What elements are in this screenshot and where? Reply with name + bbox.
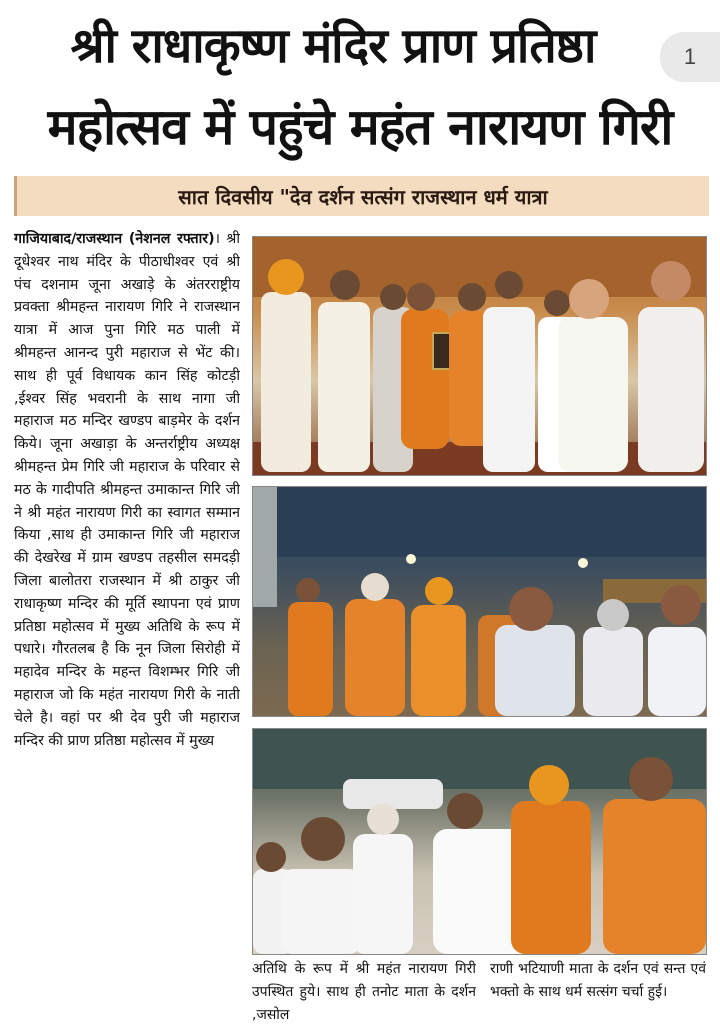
headline-line-2: महोत्सव में पहुंचे महंत नारायण गिरी [47,98,673,156]
turban [529,765,569,805]
head [651,261,691,301]
head [361,573,389,601]
person [558,317,628,472]
saffron-robe [401,309,449,449]
person [638,307,704,472]
head [380,284,406,310]
article-column-middle [252,958,476,1035]
person [353,834,413,954]
person [281,869,361,954]
head [661,585,701,625]
parked-car [343,779,443,809]
scaffold-tower [253,487,277,607]
person [261,292,311,472]
head [544,290,570,316]
head [597,599,629,631]
article-column-right [490,958,706,1035]
article-paragraph [14,228,240,752]
article-body-left: । श्री दूधेश्वर नाथ मंदिर के पीठाधीश्वर एवं श्री पंच दशनाम जूना अखाड़े के अंतरराष्ट्रीय प्रवक्ता श्रीमहन्त नारायण गिरि ने राजस्थान यात्रा में आज पुना गिरि मठ पाली में श्रीमहन्त आनन्द पुरी महाराज से भेंट की। साथ ही पूर्व विधायक कान सिंह कोटड़ी ,ईश्वर सिंह भवरानी के साथ नागा जी महाराज मठ मन्दिर खण्डप बाड़मेर के दर्शन किये। जूना अखाड़ा के अन्तर्राष्ट्रीय अध्यक्ष श्रीमहन्त प्रेम गिरि जी महाराज के परिवार से मठ के गादीपति श्रीमहन्त उमाकान्त गिरि जी ने श्री महंत नारायण गिरी का स्वागत सम्मान किया ,साथ ही उमाकान्त गिरि जी महाराज की देखरेख में ग्राम खण्डप तहसील समदड़ी जिला बालोतरा राजस्थान में श्री ठाकुर जी राधाकृष्ण मन्दिर की मूर्ति स्थापना एवं प्राण प्रतिष्ठा महोत्सव में मुख्य अतिथि के रूप में पधारे। गौरतलब है कि नून जिला सिरोही में महादेव मन्दिर के महन्त विशम्भर गिरि जी महाराज जो कि महंत नारायण गिरी के नाती चेले है। वहां पर श्री देव पुरी जी महाराज मन्दिर की प्राण प्रतिष्ठा महोत्सव में मुख्य [14,231,240,749]
saffron-robe [603,799,706,954]
page-number: 1 [683,44,697,69]
photo-procession-illustration [253,487,706,716]
photo-arrival-walk [252,728,707,955]
article-column-left [14,228,240,1035]
head [407,283,435,311]
saffron-robe [345,599,405,716]
article-body-right: राणी भटियाणी माता के दर्शन एवं सन्त एवं भक्तो के साथ धर्म सत्संग चर्चा हुई। [490,961,706,1000]
head [296,578,320,602]
head [509,587,553,631]
headline-line-1: श्री राधाकृष्ण मंदिर प्राण प्रतिष्ठा [70,18,596,74]
head [330,270,360,300]
head [301,817,345,861]
saffron-robe [511,801,591,954]
head [447,793,483,829]
person [583,627,643,716]
head [569,279,609,319]
photo-felicitation-ceremony [252,236,707,476]
turban [268,259,304,295]
photo-night-procession [252,486,707,717]
photo-arrival-illustration [253,729,706,954]
saffron-robe [288,602,333,716]
head [256,842,286,872]
street-light [578,558,588,568]
article-body-middle: अतिथि के रूप में श्री महंत नारायण गिरी उपस्थित हुये। साथ ही तनोट माता के दर्शन ,जसोल [252,961,476,1023]
person [483,307,535,472]
person [318,302,370,472]
page-number-badge [660,32,720,82]
head [629,757,673,801]
subheadline: सात दिवसीय "देव दर्शन सत्संग राजस्थान धर्म यात्रा [178,184,548,209]
person [495,625,575,716]
person [648,627,706,716]
street-light [406,554,416,564]
photo-felicitation-illustration [253,237,706,475]
saffron-robe [411,605,466,716]
head [458,283,486,311]
night-sky [253,487,706,557]
head [367,803,399,835]
dateline: गाजियाबाद/राजस्थान (नेशनल रफ्तार) [14,231,215,247]
head [495,271,523,299]
subheadline-band [14,176,709,216]
turban [425,577,453,605]
